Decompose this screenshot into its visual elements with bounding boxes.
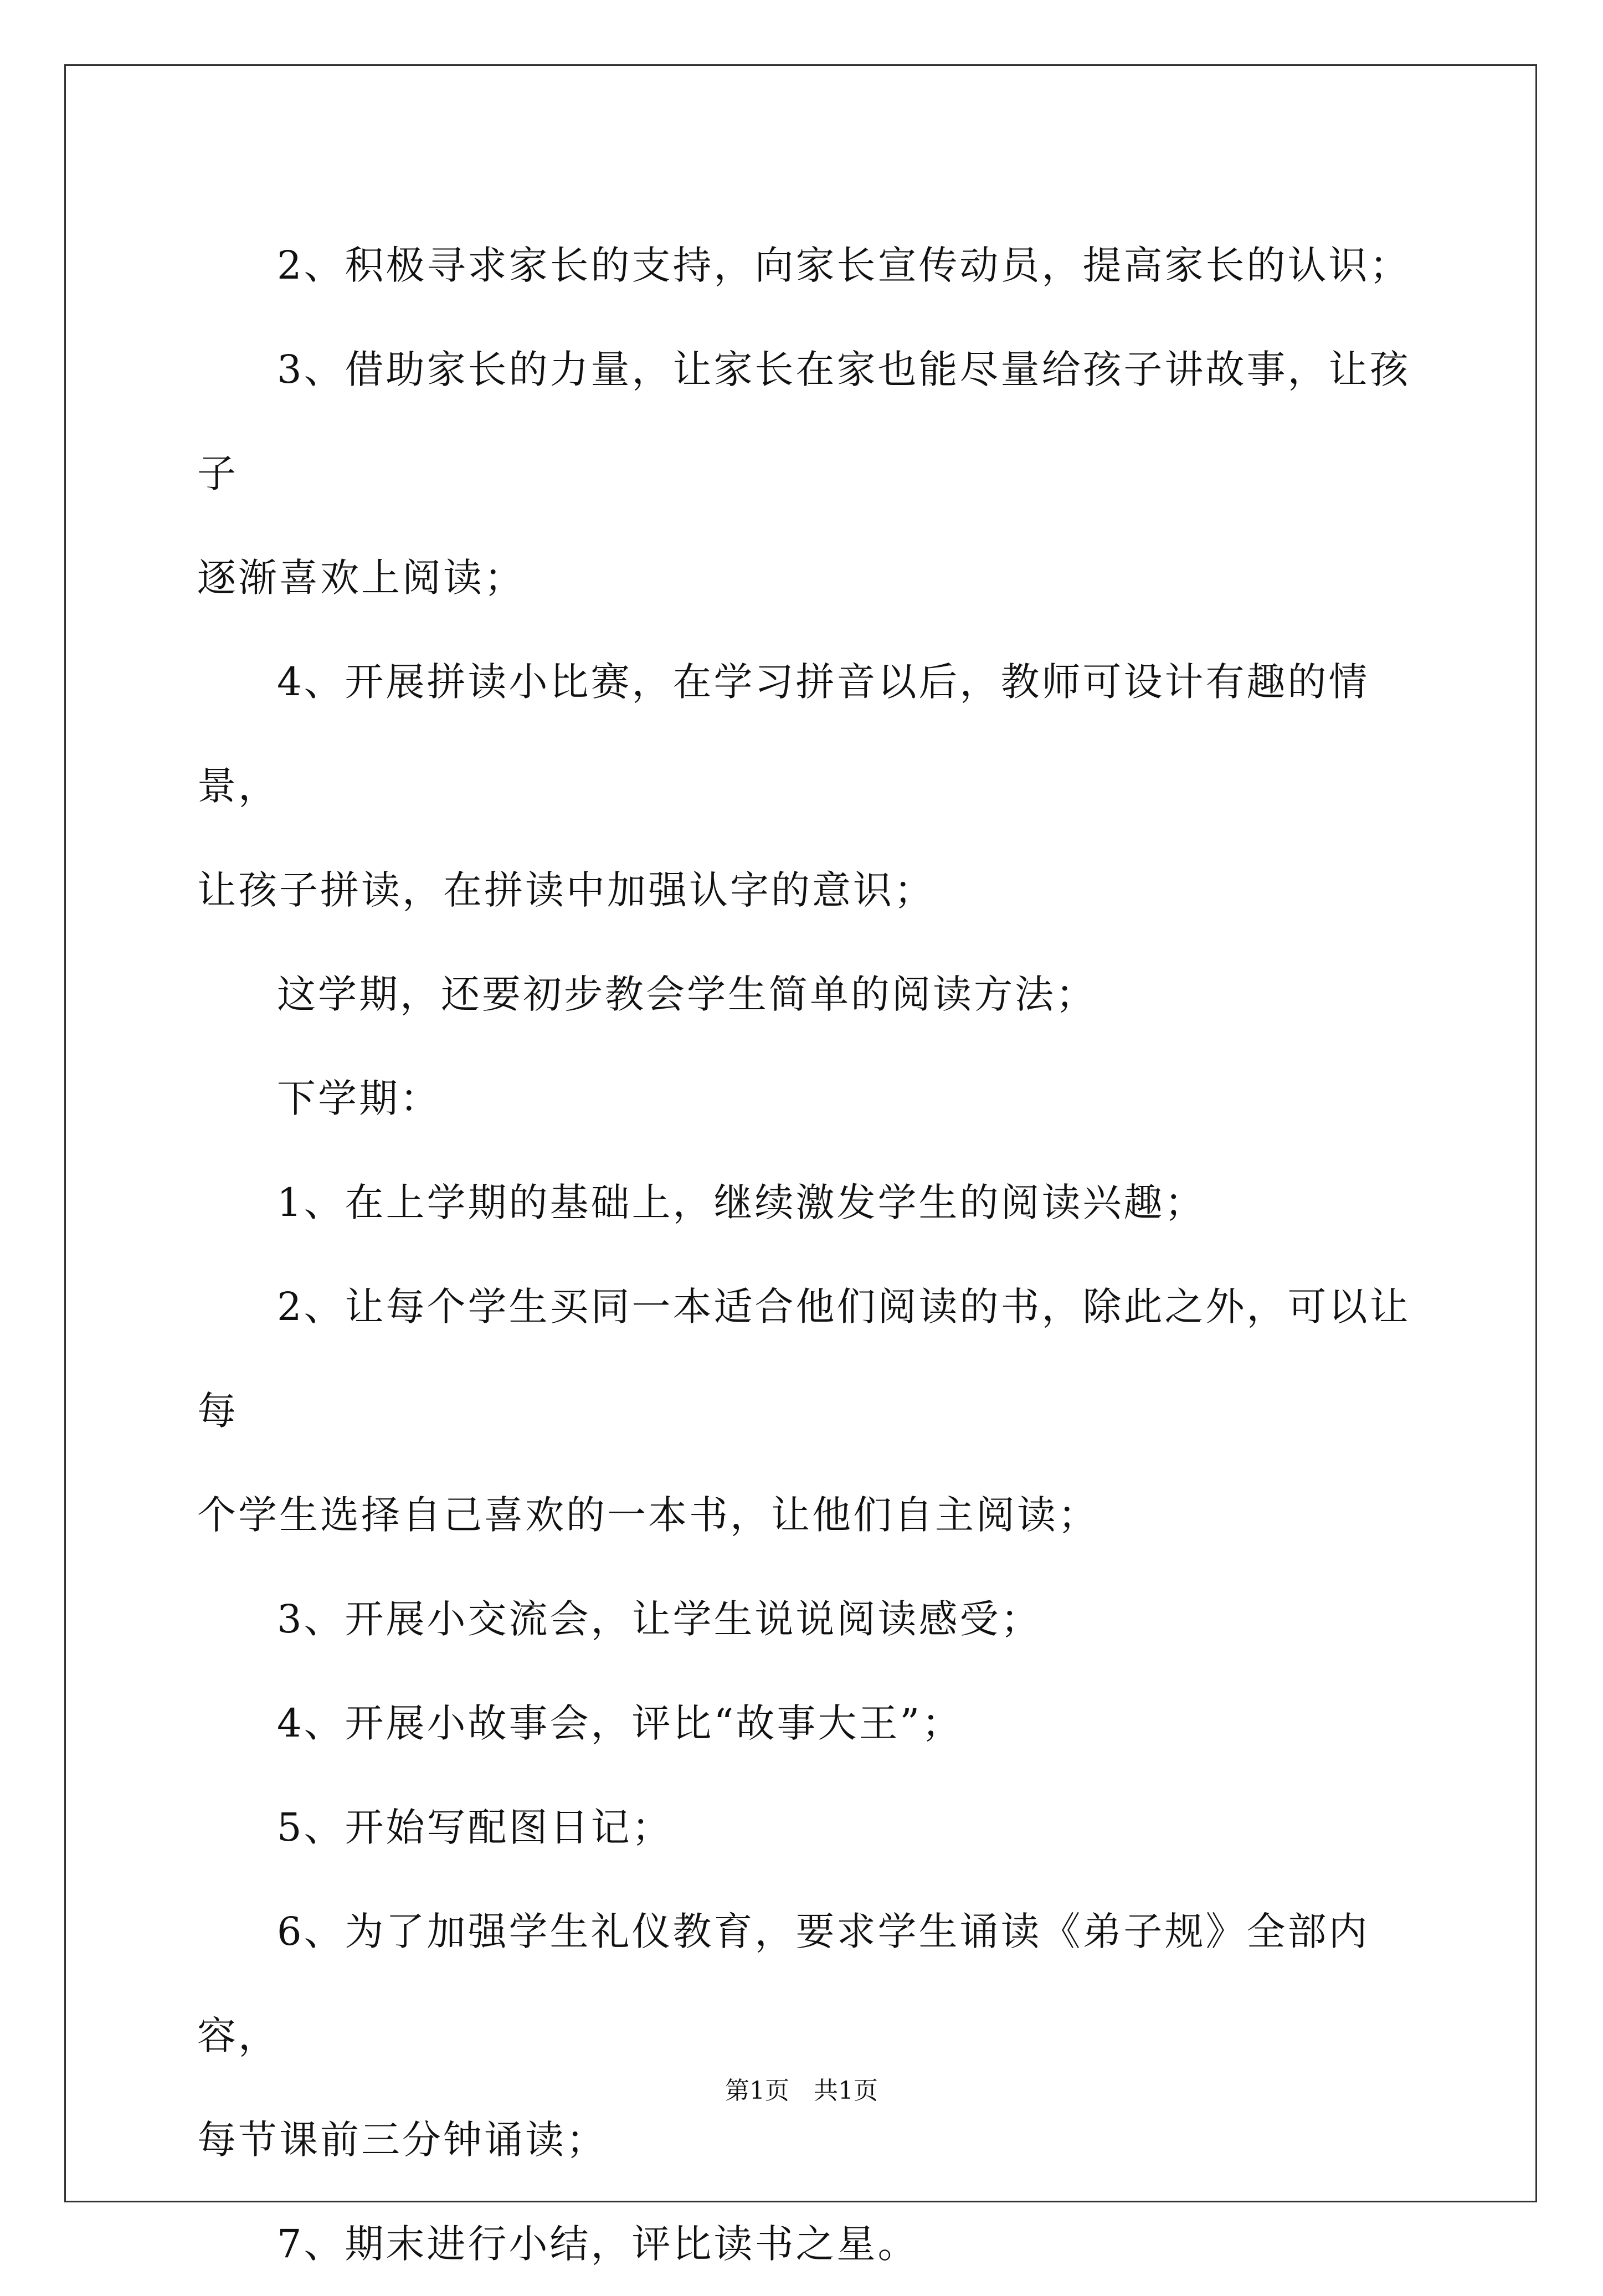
paragraph: 5、开始写配图日记； [277, 1805, 673, 1850]
paragraph: 2、让每个学生买同一本适合他们阅读的书，除此之外，可以让每 [197, 1284, 1411, 1434]
paragraph: 1、在上学期的基础上，继续激发学生的阅读兴趣； [277, 1180, 1206, 1225]
paragraph-continuation: 个学生选择自己喜欢的一本书，让他们自主阅读； [197, 1492, 1099, 1538]
paragraph: 3、开展小交流会，让学生说说阅读感受； [277, 1596, 1042, 1642]
paragraph: 4、开展拼读小比赛，在学习拼音以后，教师可设计有趣的情景， [197, 659, 1370, 809]
page-number-footer: 第1页 共1页 [725, 2077, 878, 2105]
paragraph: 2、积极寻求家长的支持，向家长宣传动员，提高家长的认识； [277, 243, 1411, 288]
paragraph-continuation: 让孩子拼读，在拼读中加强认字的意识； [197, 867, 935, 913]
paragraph: 3、借助家长的力量，让家长在家也能尽量给孩子讲故事，让孩子 [197, 347, 1411, 496]
document-body [197, 213, 1416, 2296]
paragraph: 7、期末进行小结，评比读书之星。 [277, 2221, 919, 2267]
paragraph: 6、为了加强学生礼仪教育，要求学生诵读《弟子规》全部内容， [197, 1909, 1370, 2058]
paragraph-continuation: 每节课前三分钟诵读； [197, 2117, 607, 2163]
paragraph: 4、开展小故事会，评比“故事大王”； [277, 1701, 963, 1746]
paragraph: 这学期，还要初步教会学生简单的阅读方法； [277, 972, 1097, 1017]
paragraph-continuation: 逐渐喜欢上阅读； [197, 555, 525, 600]
section-heading: 下学期： [277, 1076, 441, 1121]
